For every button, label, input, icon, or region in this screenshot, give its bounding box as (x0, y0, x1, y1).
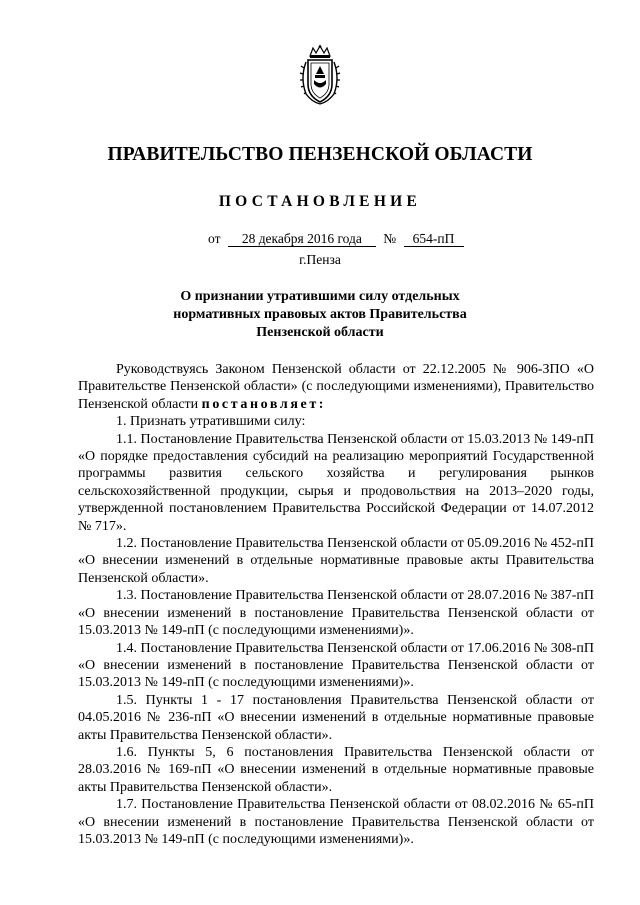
subject-line: нормативных правовых актов Правительства (173, 307, 467, 322)
item-1-3: 1.3. Постановление Правительства Пензенской области от 28.07.2016 № 387-пП «О внесении изменений в постановление Правительства Пензенской области от 15.03.2013 № 149-пП (с последующими изменениями)». (78, 588, 594, 639)
document-number: 654-пП (404, 232, 464, 247)
item-1-5: 1.5. Пункты 1 - 17 постановления Правительства Пензенской области от 04.05.2016 № 236-пП «О внесении изменений в отдельные нормативные правовые акты Правительства Пензенской области». (78, 692, 594, 743)
item-1-6: 1.6. Пункты 5, 6 постановления Правительства Пензенской области от 28.03.2016 № 169-пП «О внесении изменений в отдельные нормативные правовые акты Правительства Пензенской области». (78, 744, 594, 795)
coat-of-arms-icon (298, 44, 342, 106)
document-type: ПОСТАНОВЛЕНИЕ (218, 193, 422, 210)
date-number-line (208, 231, 464, 247)
preamble-text: Руководствуясь Законом Пензенской области от 22.12.2005 № 906-ЗПО «О Правительстве Пензенской области» (с последующими изменениями), Правительство Пензенской области (78, 362, 594, 412)
item-1-1: 1.1. Постановление Правительства Пензенской области от 15.03.2013 № 149-пП «О порядке предоставления субсидий на реализацию мероприятий Государственной программы развития сельского хозяйства и регулирования рынков сельскохозяйственной продукции, сырья и продовольствия на 2013–2020 годы, утвержденной постановлением Правительства Российской Федерации от 14.07.2012 № 717». (78, 431, 594, 534)
item-1-7: 1.7. Постановление Правительства Пензенской области от 08.02.2016 № 65-пП «О внесении изменений в постановление Правительства Пензенской области от 15.03.2013 № 149-пП (с последующими изменениями)». (78, 797, 594, 847)
item-1-4: 1.4. Постановление Правительства Пензенской области от 17.06.2016 № 308-пП «О внесении изменений в постановление Правительства Пензенской области от 15.03.2013 № 149-пП (с последующими изменениями)». (78, 640, 594, 691)
resolves-word: постановляет: (201, 396, 327, 412)
document-city: г.Пенза (299, 252, 341, 267)
item-1: 1. Признать утратившими силу: (116, 414, 306, 430)
document-body (78, 361, 594, 848)
item-1-2: 1.2. Постановление Правительства Пензенской области от 05.09.2016 № 452-пП «О внесении изменений в отдельные нормативные правовые акты Правительства Пензенской области». (78, 536, 594, 586)
document-subject (150, 288, 490, 342)
number-prefix: № (383, 231, 397, 246)
subject-line: Пензенской области (256, 325, 384, 340)
date-prefix: от (208, 231, 221, 246)
subject-line: О признании утратившими силу отдельных (180, 289, 460, 304)
government-name: ПРАВИТЕЛЬСТВО ПЕНЗЕНСКОЙ ОБЛАСТИ (107, 144, 533, 165)
preamble-paragraph (78, 361, 594, 413)
document-date: 28 декабря 2016 года (228, 232, 376, 247)
